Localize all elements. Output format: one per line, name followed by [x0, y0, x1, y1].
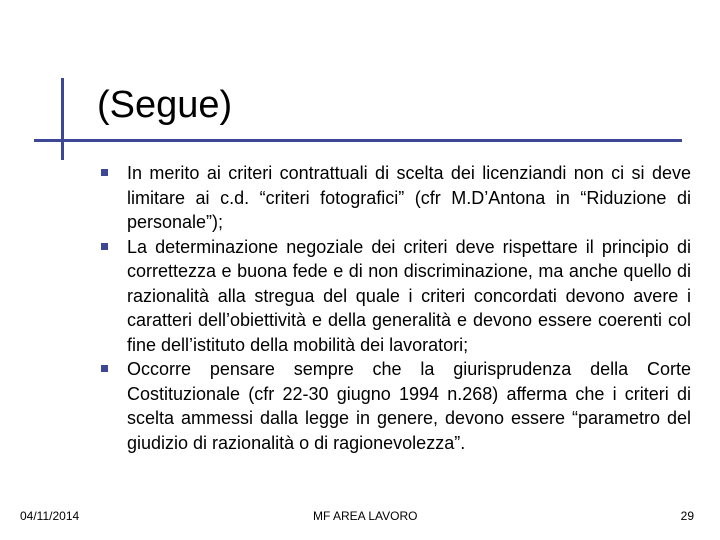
square-bullet-icon	[97, 357, 111, 382]
bullet-list	[127, 161, 691, 455]
page-number: 29	[680, 509, 694, 523]
bullet-text: In merito ai criteri contrattuali di scelta dei licenziandi non ci si deve limitare ai c.d. “criteri fotografici” (cfr M.D’Antona in “Riduzione di personale”);	[127, 163, 691, 232]
bullet-text: Occorre pensare sempre che la giurisprudenza della Corte Costituzionale (cfr 22-30 giugno 1994 n.268) afferma che i criteri di scelta ammessi dalla legge in genere, devono essere “parametro del giudizio di razionalità o di ragionevolezza”.	[127, 359, 691, 453]
bullet-item	[127, 357, 691, 455]
decorative-vertical-line	[61, 78, 64, 160]
slide-title: (Segue)	[97, 84, 233, 126]
square-bullet-icon	[97, 161, 111, 186]
bullet-item	[127, 235, 691, 358]
footer-center-text: MF AREA LAVORO	[313, 509, 418, 523]
bullet-item	[127, 161, 691, 235]
title-underline	[34, 139, 682, 142]
square-bullet-icon	[97, 235, 111, 260]
bullet-text: La determinazione negoziale dei criteri deve rispettare il principio di correttezza e buona fede e di non discriminazione, ma anche quello di razionalità alla stregua del quale i criteri concordati devono avere i caratteri dell’obiettività e della generalità e devono essere coerenti col fine dell’istituto della mobilità dei lavoratori;	[127, 236, 691, 355]
footer-date: 04/11/2014	[20, 509, 80, 523]
